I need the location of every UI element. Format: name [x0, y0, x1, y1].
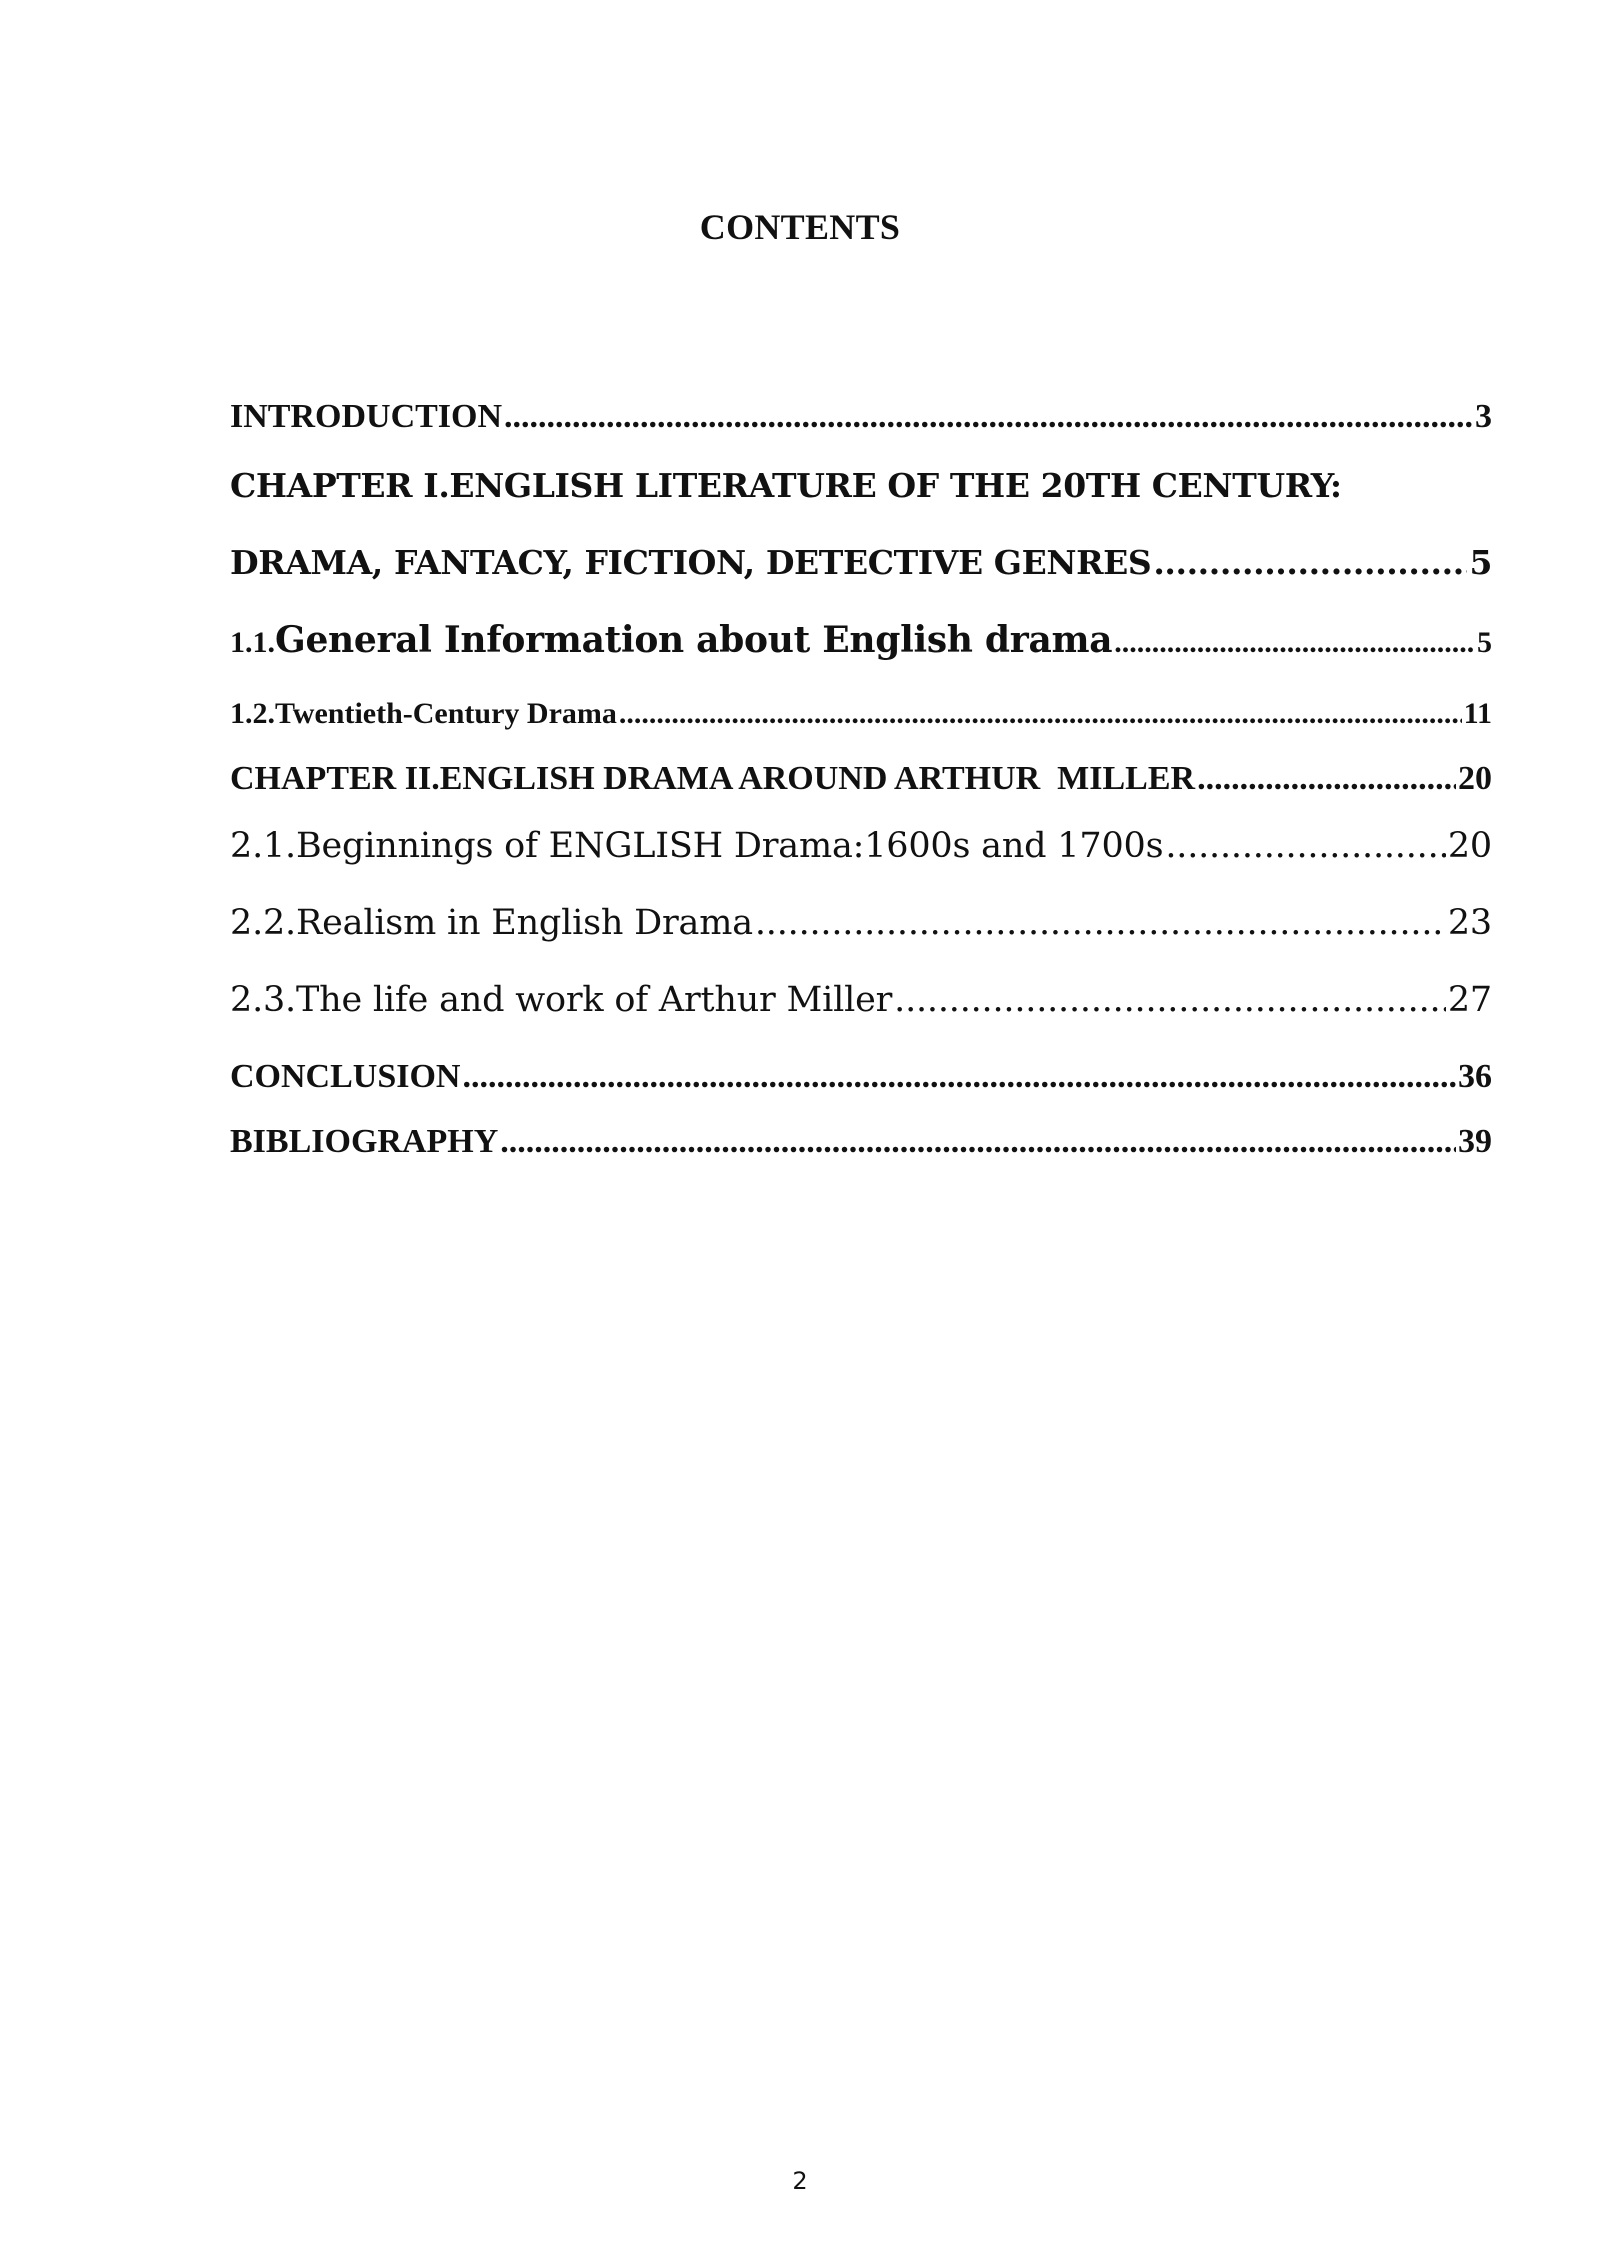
toc-entry-chapter-1-heading[interactable] — [230, 466, 1492, 505]
toc-entry-label: BIBLIOGRAPHY — [230, 1123, 499, 1160]
page-title: CONTENTS — [699, 207, 901, 247]
toc-dot-leader — [894, 980, 1446, 1020]
toc-entry-page: 27 — [1447, 980, 1492, 1020]
toc-entry-page: 23 — [1447, 903, 1492, 943]
toc-entry-bibliography[interactable] — [230, 1123, 1492, 1161]
toc-entry-section-2-1[interactable] — [230, 826, 1492, 866]
toc-section-number: 1.1. — [230, 626, 275, 659]
toc-dot-leader — [1153, 543, 1467, 582]
toc-entry-page: 20 — [1458, 760, 1492, 797]
toc-entry-chapter-1[interactable] — [230, 543, 1492, 582]
toc-entry-section-2-2[interactable] — [230, 903, 1492, 943]
toc-entry-label — [230, 619, 1112, 661]
toc-section-title: General Information about English drama — [275, 619, 1113, 661]
toc-entry-section-1-1[interactable] — [230, 619, 1492, 661]
toc-entry-introduction[interactable] — [230, 398, 1492, 436]
toc-entry-label: 2.1.Beginnings of ENGLISH Drama:1600s and 1700s — [230, 826, 1164, 866]
toc-entry-chapter-2[interactable] — [230, 760, 1492, 798]
toc-entry-label: DRAMA, FANTACY, FICTION, DETECTIVE GENRES — [230, 543, 1152, 582]
toc-dot-leader — [755, 903, 1446, 943]
table-of-contents — [230, 0, 1492, 2262]
toc-dot-leader — [1197, 760, 1456, 798]
toc-entry-label: 2.2.Realism in English Drama — [230, 903, 753, 943]
page-number: 2 — [792, 2167, 808, 2195]
toc-entry-label: 2.3.The life and work of Arthur Miller — [230, 980, 893, 1020]
toc-dot-leader — [619, 697, 1462, 731]
toc-entry-page: 20 — [1447, 826, 1492, 866]
toc-entry-label: 1.2.Twentieth-Century Drama — [230, 697, 617, 730]
toc-entry-section-2-3[interactable] — [230, 980, 1492, 1020]
toc-entry-section-1-2[interactable] — [230, 697, 1492, 731]
toc-entry-page: 5 — [1469, 543, 1492, 582]
toc-entry-label: CONCLUSION — [230, 1058, 461, 1095]
toc-entry-page: 11 — [1463, 697, 1492, 730]
toc-entry-label: INTRODUCTION — [230, 398, 503, 435]
toc-entry-label: CHAPTER I.ENGLISH LITERATURE OF THE 20TH CENTURY: — [230, 466, 1342, 505]
toc-dot-leader — [1114, 626, 1475, 660]
toc-dot-leader — [1165, 826, 1446, 866]
toc-entry-page: 36 — [1458, 1058, 1492, 1095]
toc-dot-leader — [504, 398, 1473, 436]
toc-entry-page: 5 — [1477, 626, 1492, 659]
toc-entry-label: CHAPTER II.ENGLISH DRAMA AROUND ARTHUR MILLER — [230, 760, 1196, 797]
toc-entry-conclusion[interactable] — [230, 1058, 1492, 1096]
toc-entry-page: 3 — [1475, 398, 1492, 435]
toc-dot-leader — [500, 1123, 1456, 1161]
toc-entry-page: 39 — [1458, 1123, 1492, 1160]
toc-dot-leader — [462, 1058, 1456, 1096]
